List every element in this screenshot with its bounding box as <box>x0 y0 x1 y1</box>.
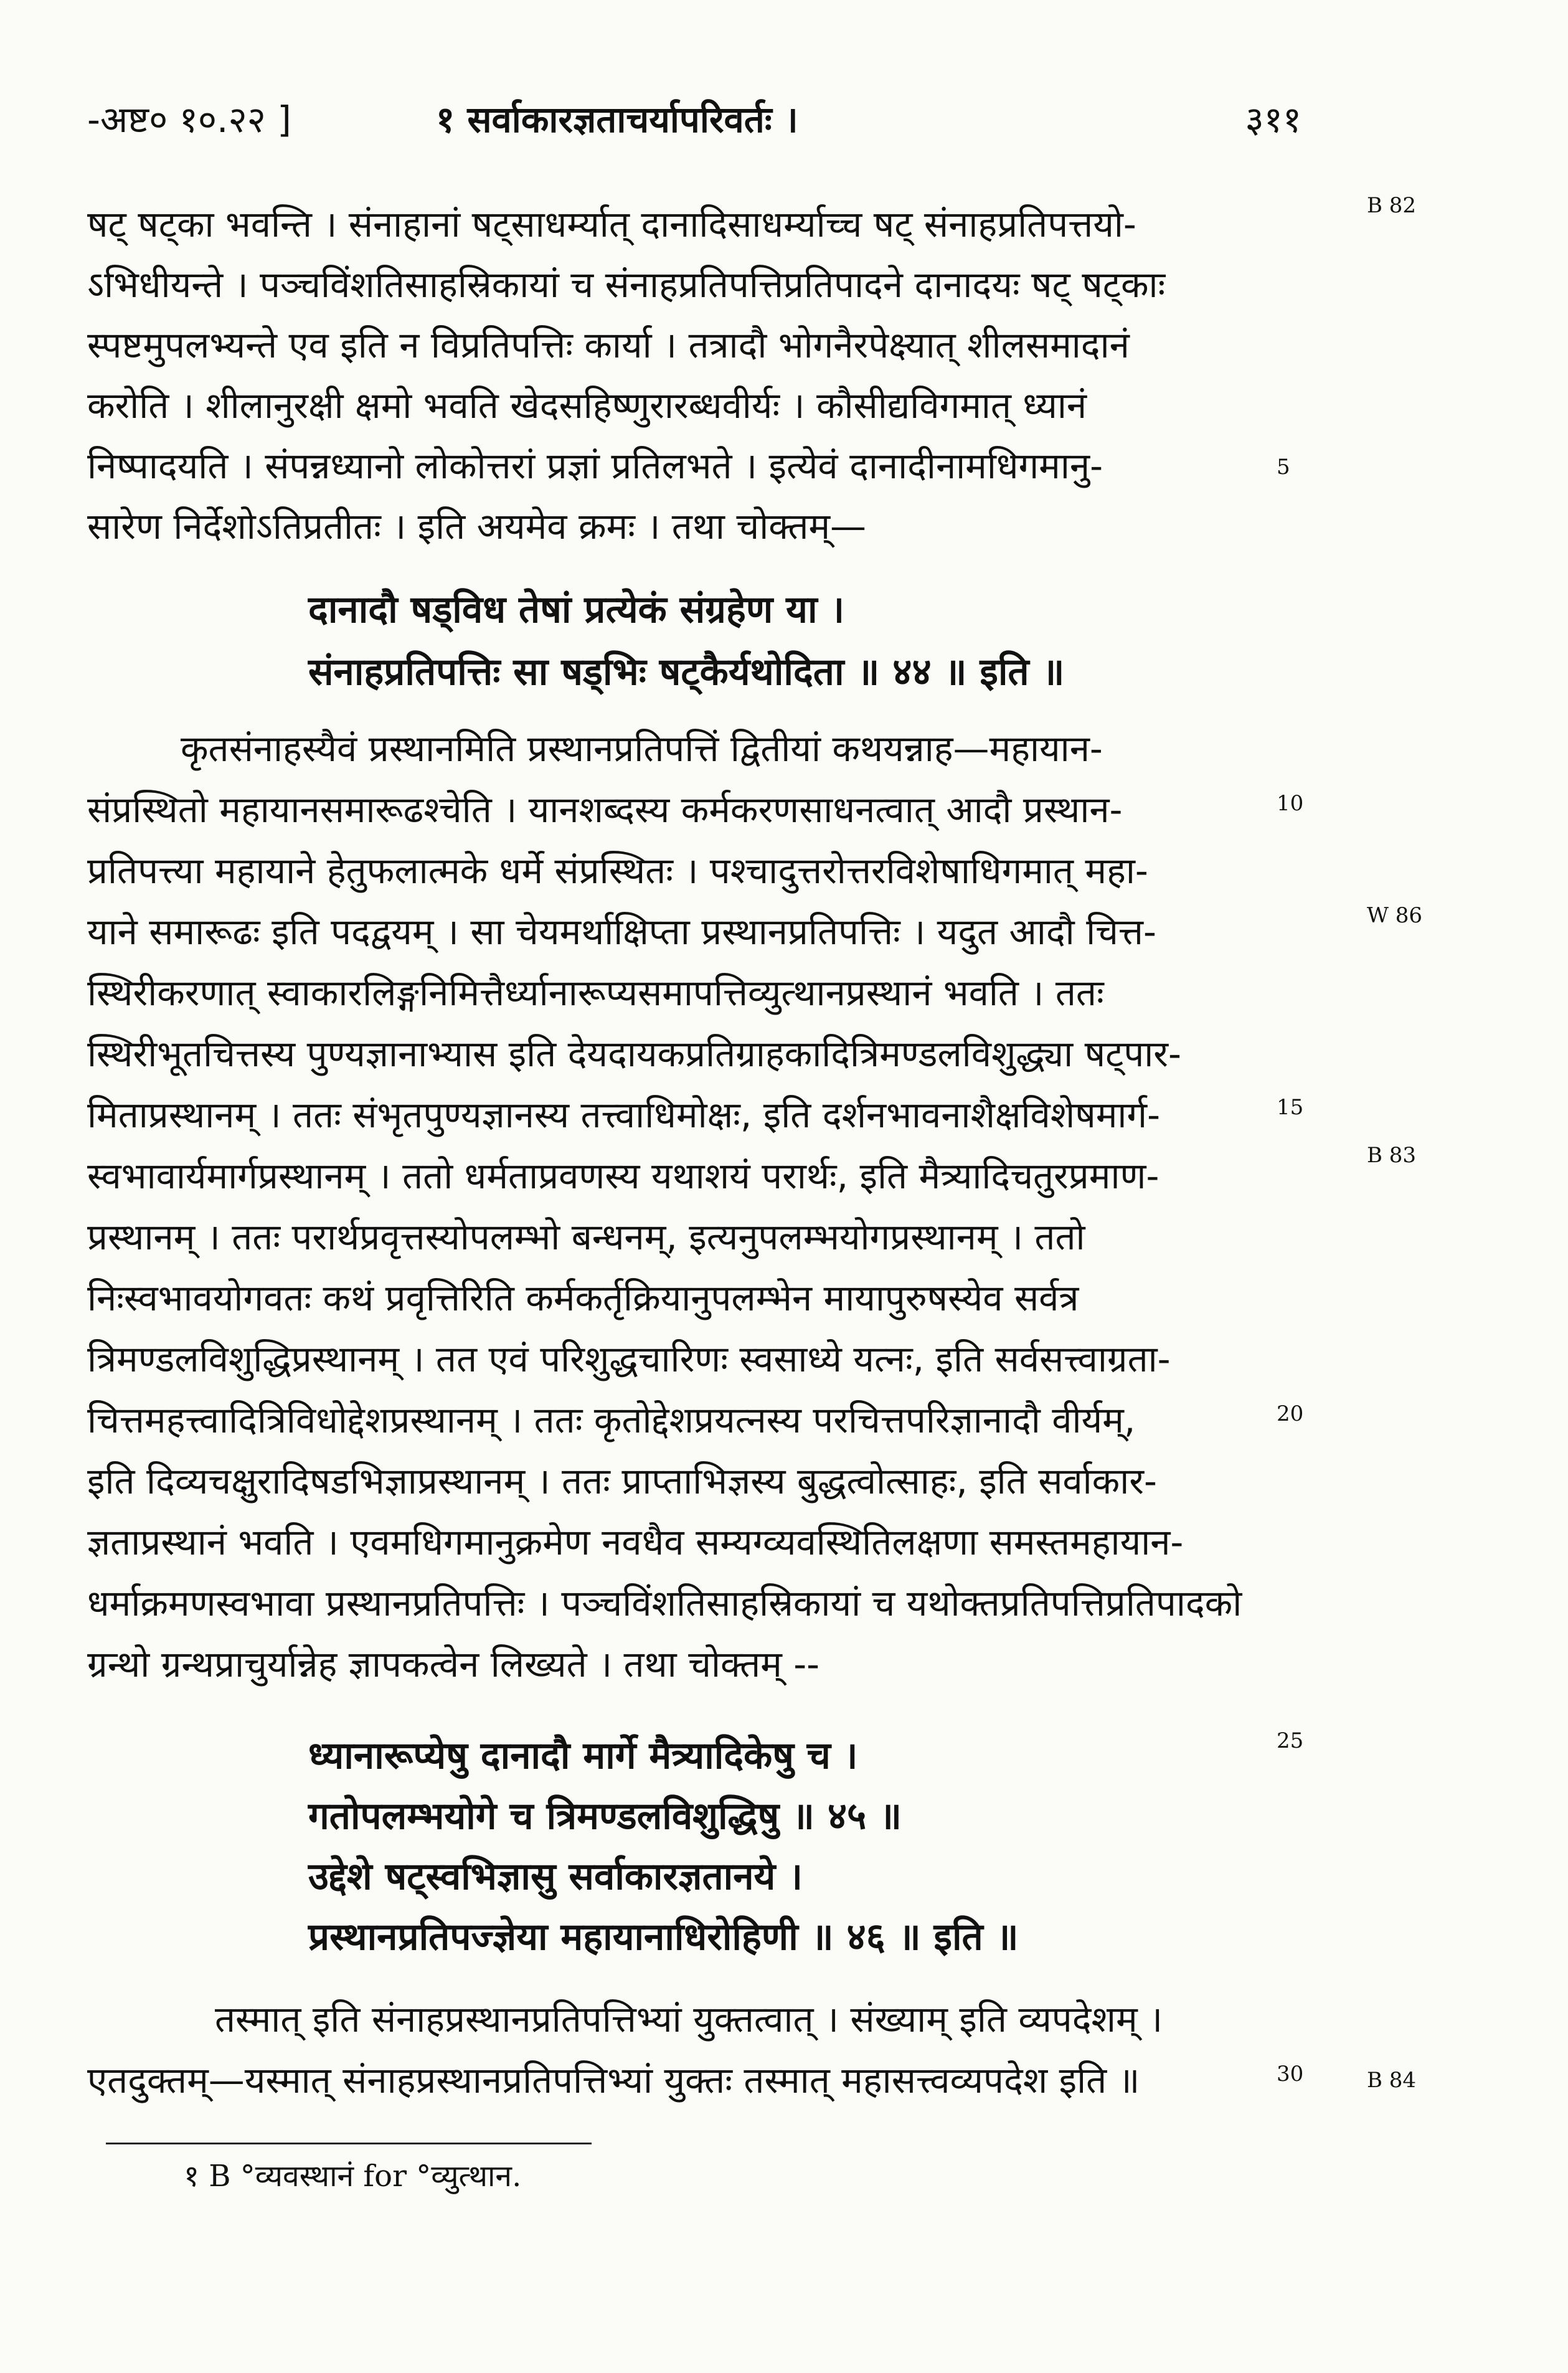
text-line: स्थिरीभूतचित्तस्य पुण्यज्ञानाभ्यास इति देयदायकप्रतिग्राहकादित्रिमण्डलविशुद्ध्या षट्पार- <box>87 1033 1181 1075</box>
verse-line: गतोपलम्भयोगे च त्रिमण्डलविशुद्धिषु ॥ ४५ ॥ <box>308 1794 902 1838</box>
footnote: १ B °व्यवस्थानं for °व्युत्थान. <box>184 2159 522 2194</box>
margin-reference: W 86 <box>1367 903 1423 928</box>
footnote-divider <box>106 2143 592 2144</box>
verse-line: उद्देशे षट्स्वभिज्ञासु सर्वाकारज्ञतानये । <box>308 1855 803 1898</box>
page-number: ३११ <box>1245 98 1301 141</box>
text-line: कृतसंनाहस्यैवं प्रस्थानमिति प्रस्थानप्रतिपत्तिं द्वितीयां कथयन्नाह—महायान- <box>181 727 1103 770</box>
text-line: षट् षट्का भवन्ति । संनाहानां षट्साधर्म्यात् दानादिसाधर्म्याच्च षट् संनाहप्रतिपत्तयो- <box>87 203 1136 245</box>
line-number: 10 <box>1277 791 1304 816</box>
line-number: 15 <box>1277 1095 1304 1120</box>
text-line: सारेण निर्देशोऽतिप्रतीतः । इति अयमेव क्रमः । तथा चोक्तम्— <box>87 505 867 547</box>
text-line: ज्ञताप्रस्थानं भवति । एवमधिगमानुक्रमेण नवधैव सम्यग्व्यवस्थितिलक्षणा समस्तमहायान- <box>87 1521 1184 1563</box>
text-line: याने समारूढः इति पदद्वयम् । सा चेयमर्थाक्षिप्ता प्रस्थानप्रतिपत्तिः । यदुत आदौ चित्त- <box>87 911 1156 953</box>
text-line: तस्मात् इति संनाहप्रस्थानप्रतिपत्तिभ्यां युक्तत्वात् । संख्याम् इति व्यपदेशम् । <box>215 1998 1163 2040</box>
text-line: करोति । शीलानुरक्षी क्षमो भवति खेदसहिष्णुरारब्धवीर्यः । कौसीद्यविगमात् ध्यानं <box>87 384 1087 427</box>
text-line: निःस्वभावयोगवतः कथं प्रवृत्तिरिति कर्मकर्तृक्रियानुपलम्भेन मायापुरुषस्येव सर्वत्र <box>87 1277 1079 1319</box>
text-line: प्रस्थानम् । ततः परार्थप्रवृत्तस्योपलम्भो बन्धनम्, इत्यनुपलम्भयोगप्रस्थानम् । ततो <box>87 1216 1085 1258</box>
text-line: स्वभावार्यमार्गप्रस्थानम् । ततो धर्मताप्रवणस्य यथाशयं परार्थः, इति मैत्र्यादिचतुरप्रमाण- <box>87 1155 1159 1197</box>
line-number: 20 <box>1277 1401 1304 1426</box>
text-line: धर्माक्रमणस्वभावा प्रस्थानप्रतिपत्तिः । पञ्चविंशतिसाहस्रिकायां च यथोक्तप्रतिपत्तिप्रतिपादको <box>87 1582 1242 1624</box>
line-number: 30 <box>1277 2062 1304 2086</box>
line-number: 5 <box>1277 455 1290 480</box>
header-chapter-ref: -अष्ट० १०.२२ ] <box>87 98 291 141</box>
text-line: निष्पादयति । संपन्नध्यानो लोकोत्तरां प्रज्ञां प्रतिलभते । इत्येवं दानादीनामधिगमानु- <box>87 445 1103 487</box>
text-line: इति दिव्यचक्षुरादिषडभिज्ञाप्रस्थानम् । ततः प्राप्ताभिज्ञस्य बुद्धत्वोत्साहः, इति सर्वाकार- <box>87 1460 1157 1502</box>
verse-line: प्रस्थानप्रतिपज्ज्ञेया महायानाधिरोहिणी ॥ ४६ ॥ इति ॥ <box>308 1915 1019 1959</box>
text-line: ग्रन्थो ग्रन्थप्राचुर्यान्नेह ज्ञापकत्वेन लिख्यते । तथा चोक्तम् -- <box>87 1643 820 1685</box>
text-line: एतदुक्तम्—यस्मात् संनाहप्रस्थानप्रतिपत्तिभ्यां युक्तः तस्मात् महासत्त्वव्यपदेश इति ॥ <box>87 2059 1140 2101</box>
header-title: १ सर्वाकारज्ञताचर्यापरिवर्तः । <box>436 98 798 141</box>
verse-line: ध्यानारूप्येषु दानादौ मार्गे मैत्र्यादिकेषु च । <box>308 1734 858 1778</box>
text-line: स्थिरीकरणात् स्वाकारलिङ्गनिमित्तैर्ध्यानारूप्यसमापत्तिव्युत्थानप्रस्थानं भवति । ततः <box>87 972 1104 1014</box>
text-line: चित्तमहत्त्वादित्रिविधोद्देशप्रस्थानम् । ततः कृतोद्देशप्रयत्नस्य परचित्तपरिज्ञानादौ वीर्यम्, <box>87 1399 1136 1441</box>
text-line: मिताप्रस्थानम् । ततः संभृतपुण्यज्ञानस्य तत्त्वाधिमोक्षः, इति दर्शनभावनाशैक्षविशेषमार्ग- <box>87 1094 1161 1136</box>
text-line: ऽभिधीयन्ते । पञ्चविंशतिसाहस्रिकायां च संनाहप्रतिपत्तिप्रतिपादने दानादयः षट् षट्काः <box>87 263 1166 306</box>
page-header <box>87 93 1301 149</box>
margin-reference: B 82 <box>1367 193 1417 218</box>
margin-reference: B 83 <box>1367 1143 1417 1168</box>
line-number: 25 <box>1277 1728 1304 1753</box>
text-line: प्रतिपत्त्या महायाने हेतुफलात्मके धर्मे संप्रस्थितः । पश्चादुत्तरोत्तरविशेषाधिगमात् महा- <box>87 850 1148 892</box>
margin-reference: B 84 <box>1367 2068 1417 2093</box>
text-line: संप्रस्थितो महायानसमारूढश्चेति । यानशब्दस्य कर्मकरणसाधनत्वात् आदौ प्रस्थान- <box>87 789 1123 831</box>
text-line: त्रिमण्डलविशुद्धिप्रस्थानम् । तत एवं परिशुद्धचारिणः स्वसाध्ये यत्नः, इति सर्वसत्त्वाग्रता- <box>87 1338 1171 1380</box>
text-line: स्पष्टमुपलभ्यन्ते एव इति न विप्रतिपत्तिः कार्या । तत्रादौ भोगनैरपेक्ष्यात् शीलसमादानं <box>87 324 1130 366</box>
verse-line: दानादौ षड्विध तेषां प्रत्येकं संग्रहेण या । <box>308 588 845 632</box>
verse-line: संनाहप्रतिपत्तिः सा षड्भिः षट्कैर्यथोदिता ॥ ४४ ॥ इति ॥ <box>308 650 1065 694</box>
